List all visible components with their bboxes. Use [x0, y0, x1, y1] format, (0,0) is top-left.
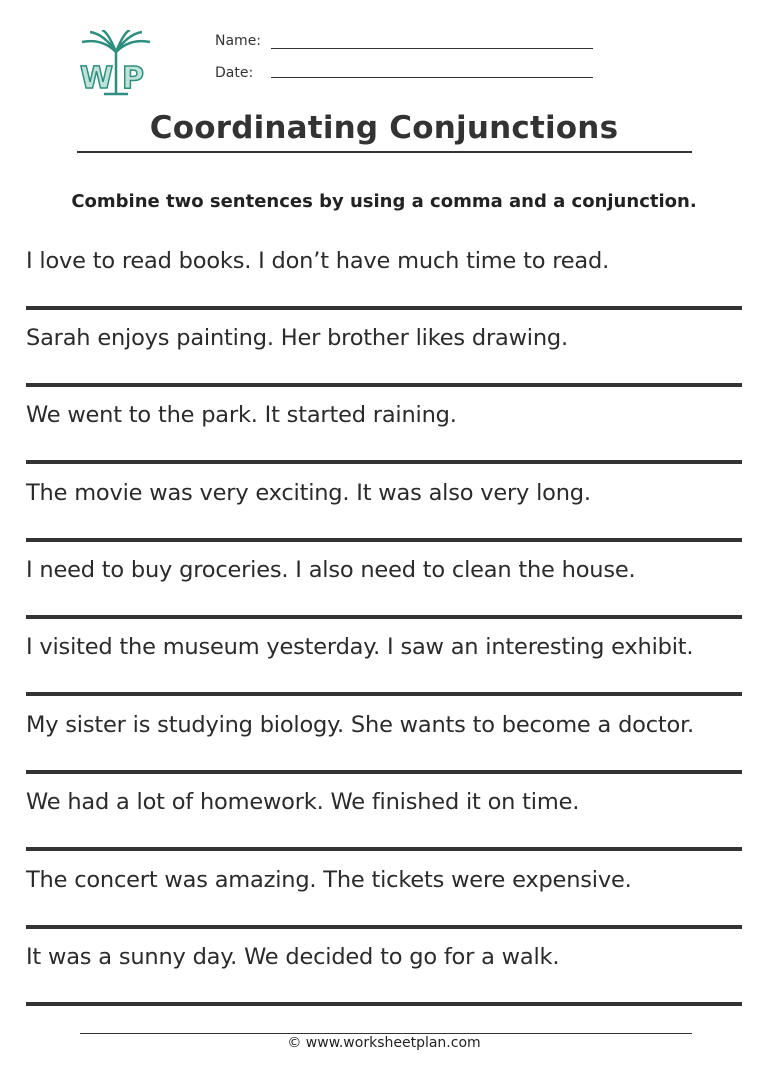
exercise-sentence: We had a lot of homework. We finished it on time.	[26, 789, 580, 815]
exercise-sentence: It was a sunny day. We decided to go for a walk.	[26, 944, 560, 970]
instructions: Combine two sentences by using a comma and a conjunction.	[71, 191, 697, 212]
answer-line[interactable]	[26, 1002, 742, 1006]
answer-line[interactable]	[26, 770, 742, 774]
exercise-sentence: The movie was very exciting. It was also very long.	[26, 480, 591, 506]
answer-line[interactable]	[26, 847, 742, 851]
name-label: Name:	[215, 33, 262, 49]
svg-text:P: P	[122, 61, 144, 96]
exercise-sentence: Sarah enjoys painting. Her brother likes drawing.	[26, 325, 568, 351]
answer-line[interactable]	[26, 306, 742, 310]
exercise-sentence: I visited the museum yesterday. I saw an interesting exhibit.	[26, 634, 694, 660]
exercise-item	[26, 248, 742, 318]
exercise-item	[26, 867, 742, 937]
worksheetplan-logo	[78, 30, 154, 96]
exercise-item	[26, 325, 742, 395]
answer-line[interactable]	[26, 615, 742, 619]
exercise-item	[26, 480, 742, 550]
exercise-item	[26, 557, 742, 627]
answer-line[interactable]	[26, 383, 742, 387]
exercise-item	[26, 789, 742, 859]
exercise-item	[26, 402, 742, 472]
date-label: Date:	[215, 65, 254, 81]
exercise-sentence: The concert was amazing. The tickets were expensive.	[26, 867, 632, 893]
name-field[interactable]	[271, 48, 593, 49]
exercise-sentence: I love to read books. I don’t have much time to read.	[26, 248, 610, 274]
footer-divider	[80, 1033, 692, 1034]
exercise-sentence: I need to buy groceries. I also need to clean the house.	[26, 557, 636, 583]
answer-line[interactable]	[26, 460, 742, 464]
answer-line[interactable]	[26, 692, 742, 696]
exercise-item	[26, 634, 742, 704]
exercise-sentence: My sister is studying biology. She wants to become a doctor.	[26, 712, 695, 738]
title-divider	[77, 151, 692, 153]
exercise-item	[26, 944, 742, 1014]
exercise-item	[26, 712, 742, 782]
exercise-sentence: We went to the park. It started raining.	[26, 402, 457, 428]
answer-line[interactable]	[26, 925, 742, 929]
date-field[interactable]	[271, 77, 593, 78]
answer-line[interactable]	[26, 538, 742, 542]
footer-copyright: © www.worksheetplan.com	[287, 1035, 481, 1051]
svg-text:W: W	[80, 61, 114, 96]
page-title: Coordinating Conjunctions	[149, 110, 619, 146]
